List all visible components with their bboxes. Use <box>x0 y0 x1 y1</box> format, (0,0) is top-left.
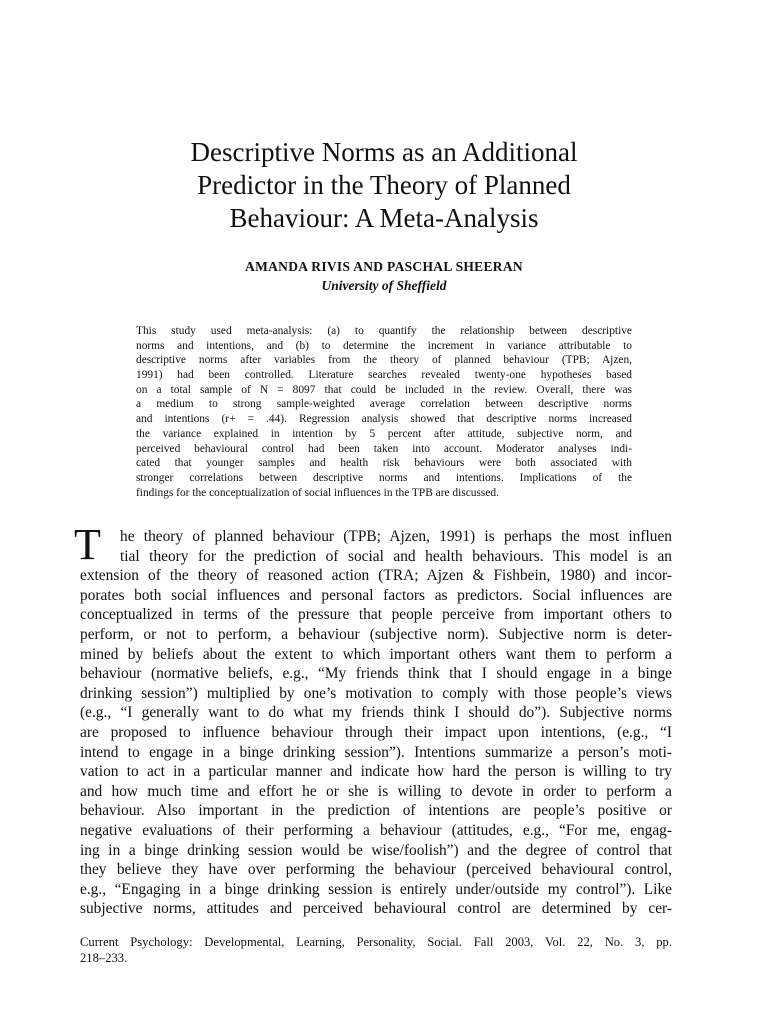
body-line: subjective norms, attitudes and perceived behavioural control are determined by cer- <box>80 900 672 918</box>
body-line: porates both social influences and personal factors as predictors. Social influences are <box>80 586 672 604</box>
body-text <box>74 520 672 919</box>
body-line: they believe they have over performing the behaviour (perceived behavioural control, <box>80 861 672 879</box>
body-line: are proposed to influence behaviour through their impact upon intentions, (e.g., “I <box>80 723 672 741</box>
abstract-line: the variance explained in intention by 5 percent after attitude, subjective norm, and <box>136 427 632 440</box>
body-line: perform, or not to perform, a behaviour (subjective norm). Subjective norm is deter- <box>80 625 672 643</box>
body-line: ing in a binge drinking session would be wise/foolish”) and the degree of control that <box>80 841 672 859</box>
body-line: and how much time and effort he or she is willing to devote in order to perform a <box>80 782 672 800</box>
abstract-line: stronger correlations between descriptive norms and intentions. Implications of the <box>136 471 632 484</box>
citation-line: 218–233. <box>80 950 128 965</box>
citation-line: Current Psychology: Developmental, Learning, Personality, Social. Fall 2003, Vol. 22, No. 3, pp. <box>80 935 672 949</box>
abstract <box>136 324 632 500</box>
body-line: mined by beliefs about the extent to which important others want them to perform a <box>80 645 672 663</box>
abstract-line: This study used meta-analysis: (a) to quantify the relationship between descriptive <box>136 325 632 337</box>
title-line: Behaviour: A Meta-Analysis <box>229 203 539 233</box>
body-line: behaviour. Also important in the prediction of intentions are people’s positive or <box>80 802 672 820</box>
body-line: extension of the theory of reasoned action (TRA; Ajzen & Fishbein, 1980) and incor- <box>80 567 672 585</box>
abstract-line: norms and intentions, and (b) to determine the increment in variance attributable to <box>136 339 632 352</box>
abstract-line: on a total sample of N = 8097 that could be included in the review. Overall, there was <box>136 383 632 396</box>
abstract-line: findings for the conceptualization of social influences in the TPB are discussed. <box>136 486 499 499</box>
body-line: he theory of planned behaviour (TPB; Ajzen, 1991) is perhaps the most influen <box>120 528 672 545</box>
abstract-line: a medium to strong sample-weighted average correlation between descriptive norms <box>136 398 632 411</box>
body-line: drinking session”) multiplied by one’s motivation to comply with those people’s views <box>80 684 672 702</box>
body-line: behaviour (normative beliefs, e.g., “My friends think that I should engage in a binge <box>80 665 672 683</box>
body-line: conceptualized in terms of the pressure that people perceive from important others to <box>80 606 672 624</box>
body-line: tial theory for the prediction of social and health behaviours. This model is an <box>120 547 672 565</box>
citation-footer <box>80 935 672 966</box>
body-line: (e.g., “I generally want to do what my friends think I should do”). Subjective norms <box>80 704 672 722</box>
title-line: Predictor in the Theory of Planned <box>197 170 571 200</box>
author-names: AMANDA RIVIS AND PASCHAL SHEERAN <box>245 259 523 274</box>
abstract-line: and intentions (r+ = .44). Regression analysis showed that descriptive norms increased <box>136 413 632 426</box>
author-affiliation: University of Sheffield <box>321 278 447 293</box>
body-line: intend to engage in a binge drinking session”). Intentions summarize a person’s moti- <box>80 743 672 761</box>
abstract-line: descriptive norms after variables from the theory of planned behaviour (TPB; Ajzen, <box>136 354 632 367</box>
abstract-line: cated that younger samples and health risk behaviours were both associated with <box>136 457 632 470</box>
abstract-line: perceived behavioural control had been taken into account. Moderator analyses indi- <box>136 442 632 455</box>
body-line: negative evaluations of their performing a behaviour (attitudes, e.g., “For me, engag- <box>80 821 672 839</box>
body-line: e.g., “Engaging in a binge drinking session is entirely under/outside my control”). Like <box>80 880 672 898</box>
body-line: vation to act in a particular manner and indicate how hard the person is willing to try <box>80 763 672 781</box>
abstract-line: 1991) had been controlled. Literature searches revealed twenty-one hypotheses based <box>136 369 632 382</box>
article-title <box>80 136 688 235</box>
title-line: Descriptive Norms as an Additional <box>190 137 578 167</box>
drop-cap: T <box>74 520 101 569</box>
